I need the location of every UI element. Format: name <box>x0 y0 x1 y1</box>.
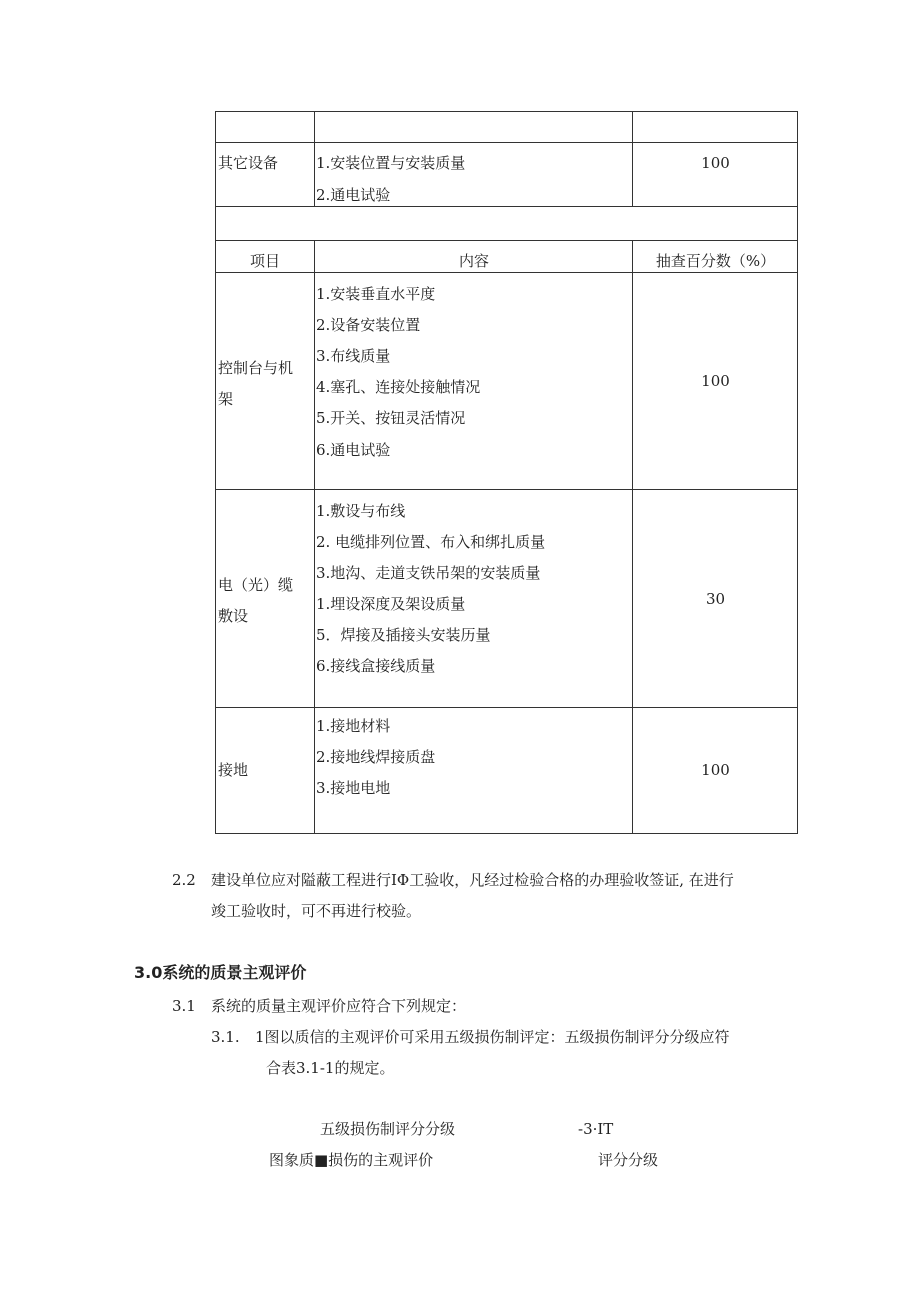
cell-item-console: 架 <box>218 390 234 408</box>
cell-item-cable: 电（光）缆 <box>218 576 294 594</box>
cell-content-line: 4.塞孔、连接处接触情况 <box>316 378 481 396</box>
cell-percent: 100 <box>701 372 730 390</box>
cell-content-line: 2. 电缆排列位置、布入和绑扎质量 <box>316 533 546 551</box>
cell-content-line: 1.埋设深度及架设质量 <box>316 595 466 613</box>
table-col-divider <box>314 111 315 207</box>
table2-header-col1: 图象质■损伤的主观评价 <box>269 1151 434 1169</box>
cell-item-other-equipment: 其它设备 <box>218 154 279 172</box>
cell-content-line: 3.接地电地 <box>316 779 391 797</box>
cell-percent: 30 <box>705 590 726 608</box>
paragraph-line: 合表3.1-1的规定。 <box>266 1059 395 1077</box>
table-col-divider <box>314 240 315 834</box>
table-caption-code: -3·IT <box>578 1120 614 1138</box>
paragraph-line: 建设单位应对隘蔽工程进行IΦ工验收，凡经过检验合格的办理验收签证, 在进行 <box>211 871 734 889</box>
clause-number: 2.2 <box>172 871 196 889</box>
table-col-divider <box>632 240 633 834</box>
header-item: 项目 <box>249 252 280 270</box>
cell-item-grounding: 接地 <box>218 761 249 779</box>
cell-content-line: 2.通电试验 <box>316 186 391 204</box>
cell-content-line: 2.接地线焊接质盘 <box>316 748 436 766</box>
cell-content-line: 1.接地材料 <box>316 717 391 735</box>
cell-content-line: 5.开关、按钮灵活情况 <box>316 409 466 427</box>
cell-item-console: 控制台与机 <box>218 359 294 377</box>
table-border-bottom <box>215 833 798 834</box>
cell-percent: 100 <box>701 761 730 779</box>
cell-content-line: 3.地沟、走道支铁吊架的安装质量 <box>316 564 541 582</box>
clause-number: 3.1 <box>172 997 196 1015</box>
clause-number: 3.1. <box>211 1028 240 1046</box>
cell-content-line: 1.敷设与布线 <box>316 502 406 520</box>
header-percent: 抽查百分数（%） <box>655 252 776 270</box>
header-content: 内容 <box>458 252 489 270</box>
paragraph-line: 竣工验收时，可不再进行校验。 <box>211 902 422 920</box>
cell-content-line: 1.安装垂直水平度 <box>316 285 436 303</box>
section-heading: 3.0系统的质景主观评价 <box>134 963 307 982</box>
table-rule <box>215 272 798 273</box>
table-caption-title: 五级损伤制评分分级 <box>320 1120 456 1138</box>
cell-percent: 100 <box>701 154 730 172</box>
table-border-right <box>797 111 798 834</box>
table-rule <box>215 707 798 708</box>
table-rule <box>215 142 798 143</box>
cell-content-line: 6.通电试验 <box>316 441 391 459</box>
table-border-top <box>215 111 798 112</box>
table-rule <box>215 489 798 490</box>
cell-content-line: 3.布线质量 <box>316 347 391 365</box>
table-rule <box>215 240 798 241</box>
cell-content-line: 6.接线盒接线质量 <box>316 657 436 675</box>
table-border-left <box>215 111 216 834</box>
table-rule <box>215 206 798 207</box>
cell-content-line: 1.安装位置与安装质量 <box>316 154 466 172</box>
paragraph-line: 1图以质信的主观评价可采用五级损伤制评定：五级损伤制评分分级应符 <box>255 1028 730 1046</box>
cell-content-line: 2.设备安装位置 <box>316 316 421 334</box>
cell-item-cable: 敷设 <box>218 607 249 625</box>
cell-content-line: 5．焊接及插接头安装历量 <box>316 626 491 644</box>
paragraph-line: 系统的质量主观评价应符合下列规定： <box>211 997 467 1015</box>
table2-header-col2: 评分分级 <box>598 1151 659 1169</box>
